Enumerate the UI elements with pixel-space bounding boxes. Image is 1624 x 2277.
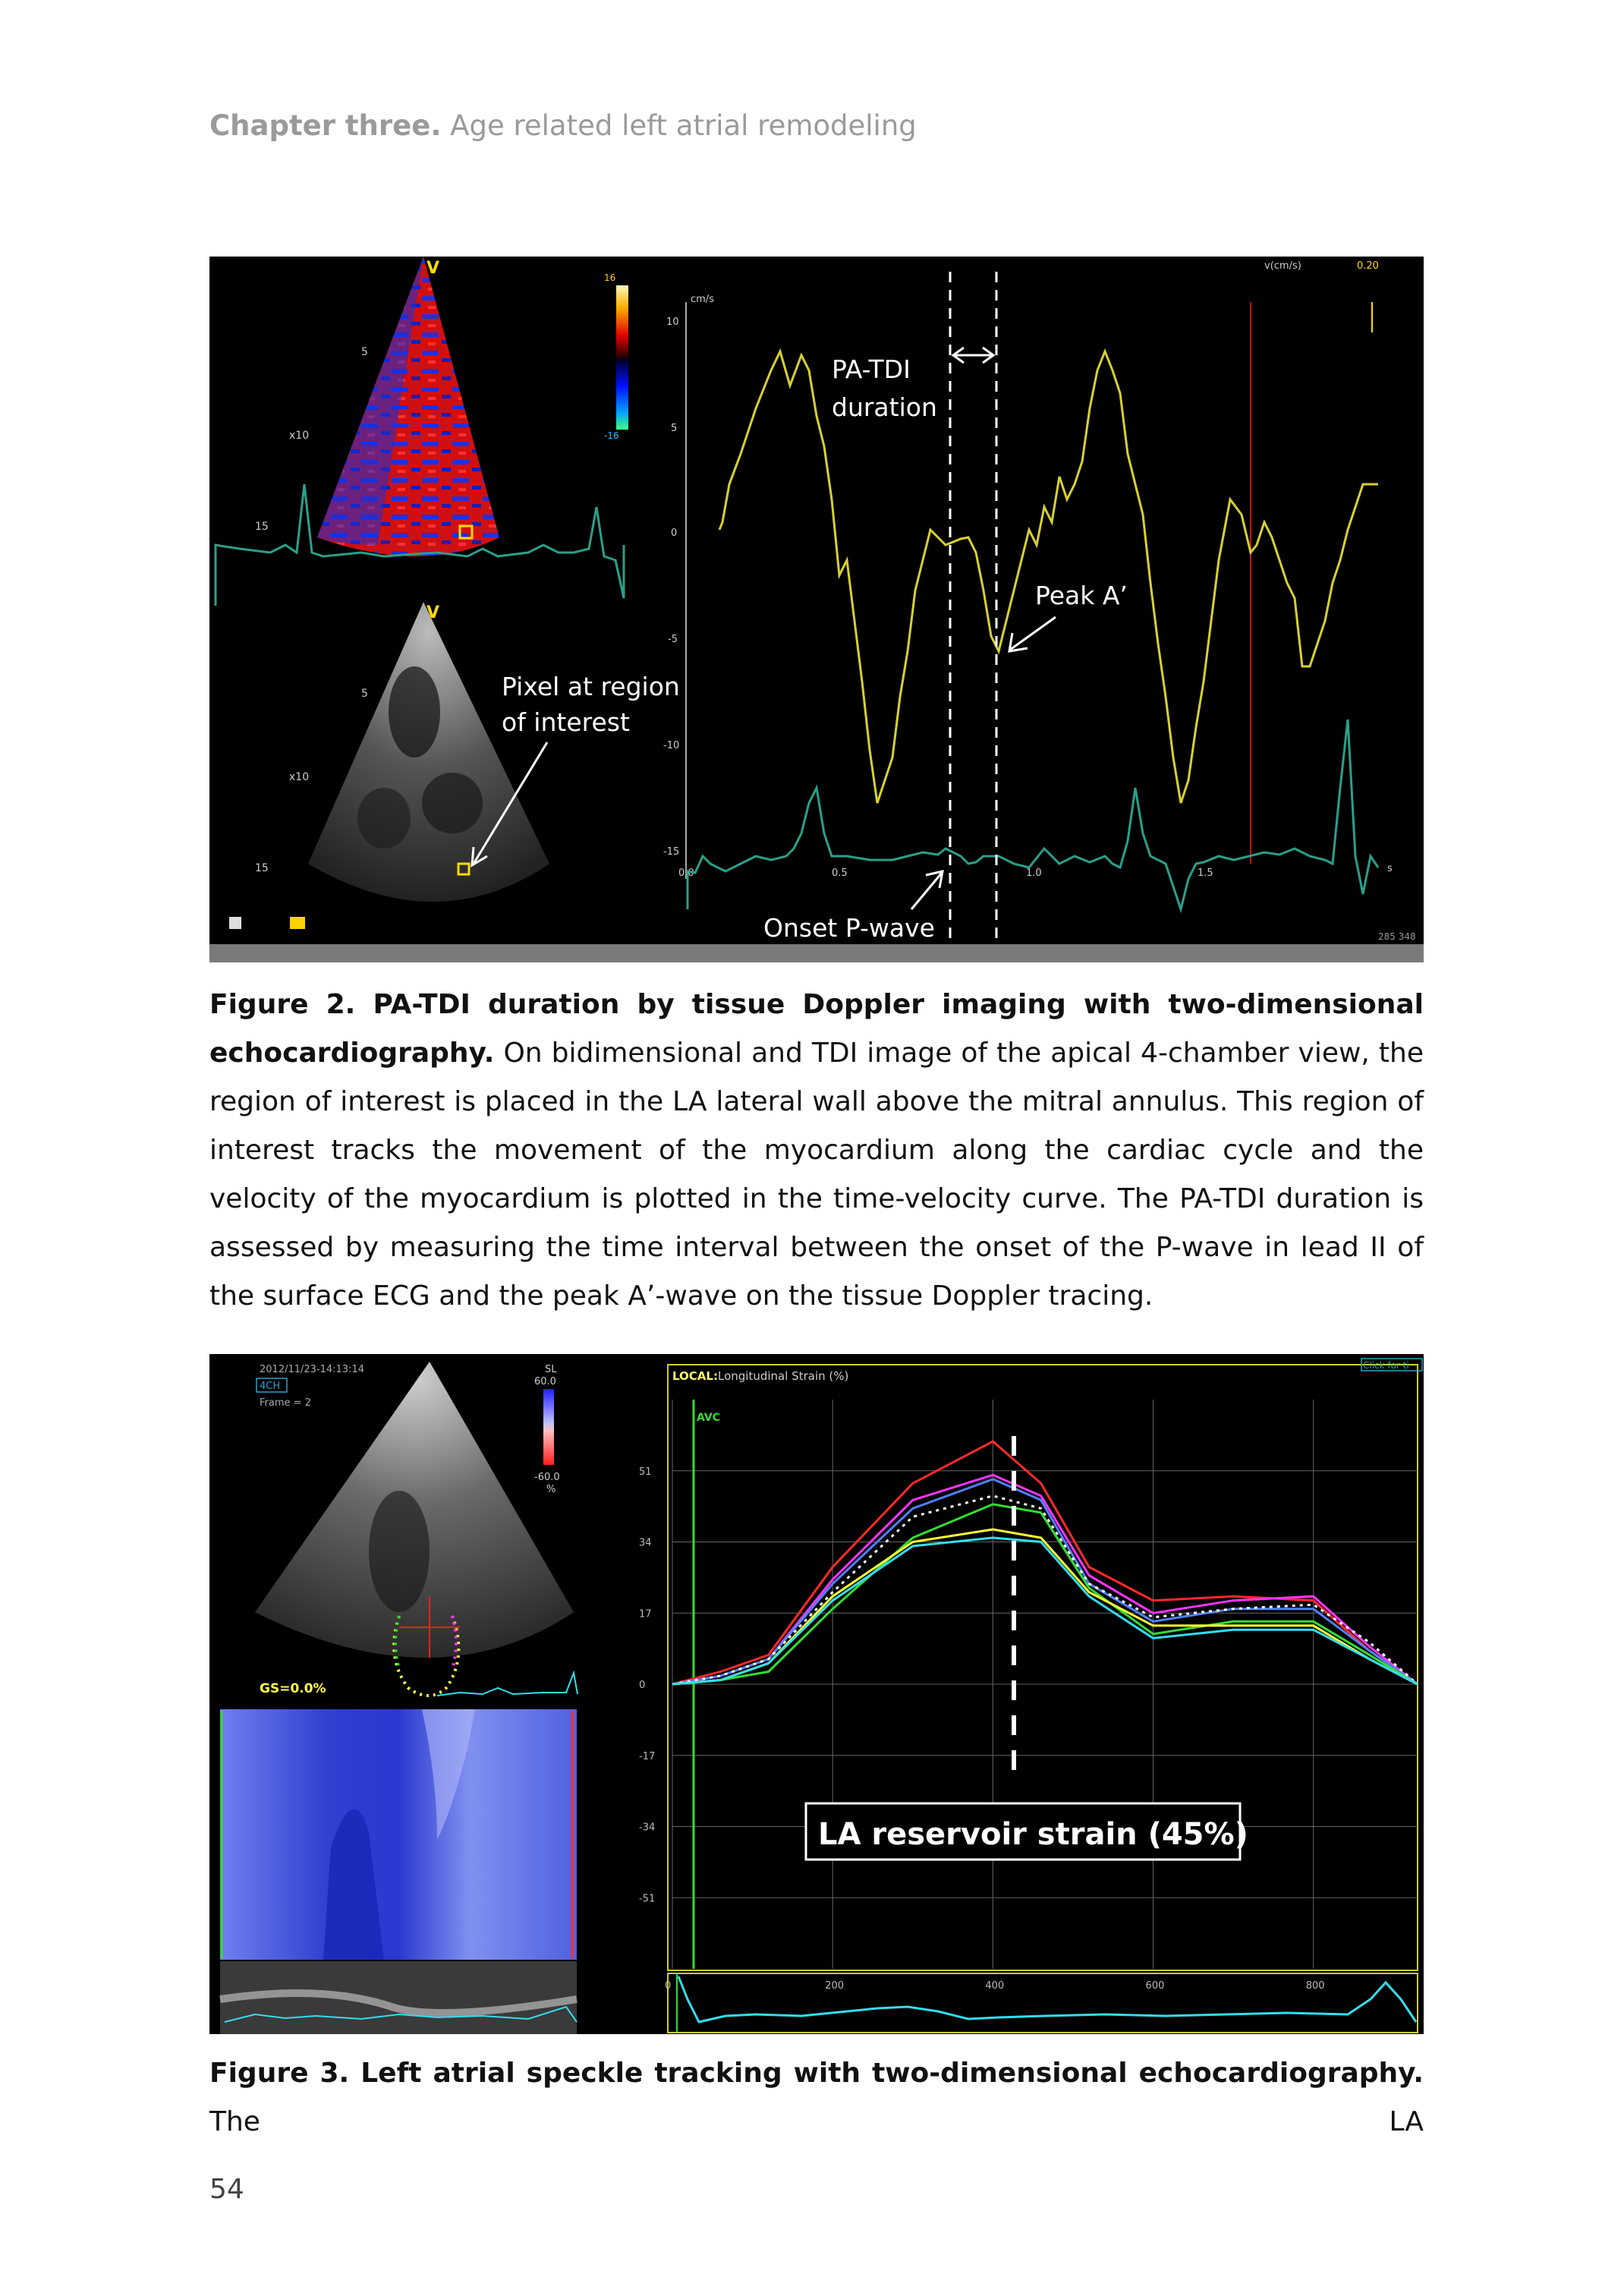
tdi-v-label: V <box>426 259 440 278</box>
timestamp: 2012/11/23-14:13:14 <box>260 1364 365 1375</box>
running-header <box>209 109 917 142</box>
y-tick-label: -34 <box>639 1822 656 1834</box>
colorbar-max: 16 <box>604 272 616 283</box>
x-tick-label: 0 <box>665 1980 672 1992</box>
strain-series-cyan <box>672 1538 1418 1684</box>
y-tick-label: 17 <box>639 1608 652 1620</box>
avc-label: AVC <box>697 1412 720 1424</box>
sl-max: 60.0 <box>534 1376 556 1387</box>
y-tick-label: -17 <box>639 1750 656 1762</box>
depth-label: x10 <box>289 771 310 783</box>
bottom-mmode-strip <box>220 1961 577 2034</box>
figure-2-image <box>209 257 1424 962</box>
figure-3-caption <box>209 2049 1424 2146</box>
x-tick: 0.5 <box>832 868 848 879</box>
figure-3-caption-title: Figure 3. Left atrial speckle tracking with two-dimensional echocardiography. <box>209 2058 1424 2089</box>
figure-2-bottom-bar <box>209 944 1424 962</box>
strain-series-yellow <box>672 1529 1418 1684</box>
pixel-label-line-1: Pixel at region <box>502 672 680 701</box>
onset-p-wave-label: Onset P-wave <box>763 913 935 943</box>
x-tick-label: 200 <box>825 1980 845 1992</box>
local-label: LOCAL: <box>672 1369 718 1383</box>
y-tick-label: 0 <box>639 1680 646 1691</box>
strain-grid <box>672 1400 1418 1969</box>
y-tick-label: -51 <box>639 1893 656 1905</box>
x-tick: 0.0 <box>678 868 694 879</box>
figure-2-caption <box>209 981 1424 1321</box>
frame-label: Frame = 2 <box>260 1397 311 1409</box>
v-value: 0.20 <box>1357 260 1379 272</box>
strain-ticks <box>639 1466 1325 1992</box>
sl-label: SL <box>545 1364 557 1375</box>
peak-a-arrow <box>1009 617 1056 651</box>
depth-label: 15 <box>255 862 269 874</box>
y-tick: 0 <box>671 528 678 539</box>
figure-3-image <box>209 1354 1424 2034</box>
x-unit: s <box>1387 863 1393 874</box>
greyscale-sector <box>308 602 549 902</box>
tdi-colorbar <box>616 285 628 430</box>
depth-label: 5 <box>361 346 368 358</box>
y-tick-label: 34 <box>639 1537 652 1549</box>
figure-3 <box>209 1354 1424 2034</box>
x-tick-label: 400 <box>985 1980 1005 1992</box>
strain-series <box>672 1441 1418 1684</box>
gs-label: GS=0.0% <box>260 1681 326 1696</box>
strain-plot-frame <box>668 1365 1418 1970</box>
y-tick: -15 <box>663 846 680 858</box>
tool-icon <box>229 917 241 929</box>
chapter-title: Age related left atrial remodeling <box>450 109 917 142</box>
y-unit: cm/s <box>691 294 714 305</box>
strain-colorbar <box>543 1389 554 1465</box>
local-title: Longitudinal Strain (%) <box>718 1369 849 1383</box>
strain-plot <box>639 1359 1422 1992</box>
y-tick: 5 <box>671 423 678 434</box>
y-tick: -10 <box>663 740 680 751</box>
sl-min: -60.0 <box>534 1472 560 1483</box>
x-tick: 1.0 <box>1026 868 1042 879</box>
click-button-label[interactable]: Click for ti <box>1363 1360 1409 1371</box>
page-number: 54 <box>209 2174 244 2205</box>
figure-2 <box>209 257 1424 962</box>
sl-unit: % <box>546 1484 556 1495</box>
v-unit: v(cm/s) <box>1264 260 1301 272</box>
pa-tdi-label-line-2: duration <box>832 392 937 422</box>
depth-label: 15 <box>255 521 269 533</box>
x-tick-label: 800 <box>1305 1980 1325 1992</box>
pixel-label-line-2: of interest <box>502 707 630 737</box>
figure-2-caption-title: Figure 2. PA-TDI duration by tissue Doppler imaging with two-dimensional echocardiography. <box>209 989 1424 1069</box>
view-badge: 4CH <box>260 1381 281 1392</box>
x-tick: 1.5 <box>1198 868 1213 879</box>
strain-series-green <box>672 1504 1418 1684</box>
corner-text: 285 348 <box>1378 931 1416 942</box>
duration-double-arrow <box>953 348 993 363</box>
onset-arrow <box>911 871 943 909</box>
small-ecg-3 <box>437 1673 578 1696</box>
ecg-trace <box>688 720 1378 909</box>
y-tick-label: 51 <box>639 1466 652 1478</box>
y-tick: -5 <box>668 634 678 645</box>
colorbar-min: -16 <box>604 430 619 441</box>
m-mode-strain-panel <box>220 1709 577 1960</box>
figure-3-caption-text: The LA <box>209 2106 1424 2137</box>
strain-series-blue <box>672 1479 1418 1684</box>
x-tick-label: 600 <box>1145 1980 1165 1992</box>
reservoir-strain-label: LA reservoir strain (45%) <box>818 1817 1248 1852</box>
tool-icon <box>290 917 305 929</box>
depth-label: 5 <box>361 688 368 700</box>
depth-label: x10 <box>289 430 310 442</box>
y-tick: 10 <box>666 317 679 328</box>
greyscale-v-label: V <box>426 603 440 622</box>
peak-a-label: Peak A’ <box>1035 581 1128 610</box>
tdi-velocity-curve <box>719 351 1378 803</box>
pa-tdi-label-line-1: PA-TDI <box>832 354 911 384</box>
chapter-label: Chapter three. <box>209 109 442 142</box>
figure-2-caption-text: On bidimensional and TDI image of the apical 4-chamber view, the region of interest is placed in the LA lateral wall above the mitral annulus. This region of interest tracks the movement of the myocardium along the cardiac cycle and the velocity of the myocardium is plotted in the time-velocity curve. The PA-TDI duration is assessed by measuring the time interval between the onset of the P-wave in lead II of the surface ECG and the peak A’-wave on the tissue Doppler tracing. <box>209 1038 1424 1312</box>
